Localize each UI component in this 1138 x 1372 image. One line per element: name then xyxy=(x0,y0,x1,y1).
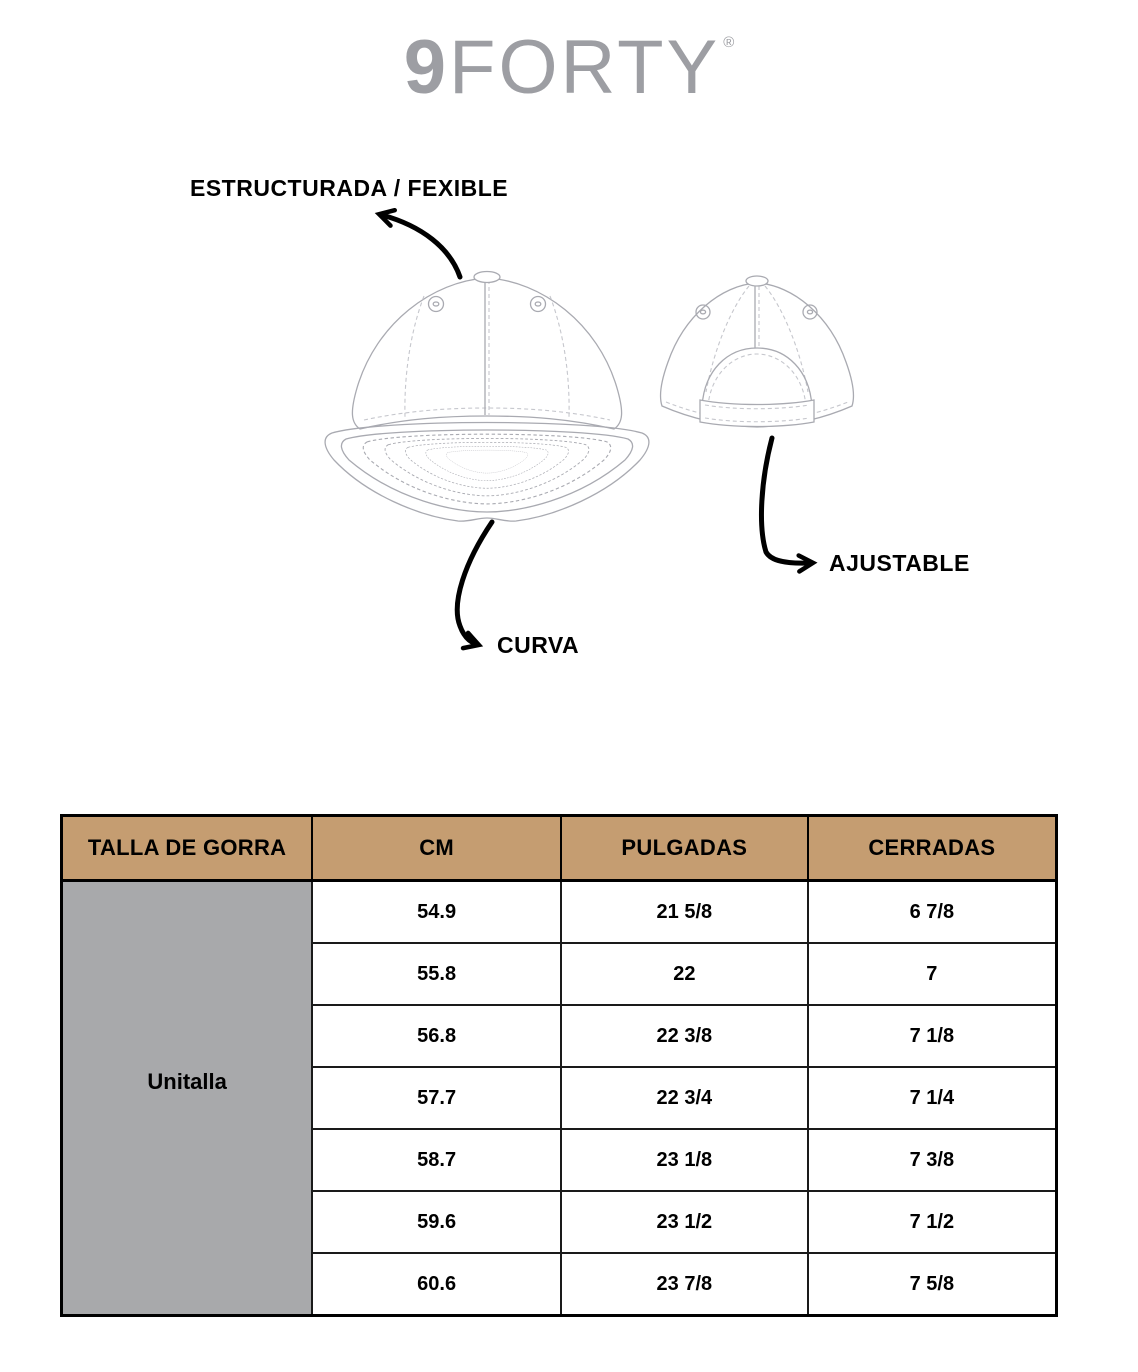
cerradas-value: 7 5/8 xyxy=(808,1253,1057,1316)
cap-top-button xyxy=(474,272,500,283)
col-header-pulgadas: PULGADAS xyxy=(561,816,808,881)
cerradas-value: 6 7/8 xyxy=(808,881,1057,944)
left-eyelet-icon xyxy=(429,297,444,312)
cm-value: 60.6 xyxy=(312,1253,561,1316)
back-left-eyelet-hole xyxy=(700,310,705,314)
size-label-cell: Unitalla xyxy=(62,881,313,1316)
ajustable-arrow-icon xyxy=(761,438,810,563)
cerradas-value: 7 3/8 xyxy=(808,1129,1057,1191)
cap-right-panel-seam xyxy=(550,296,569,417)
back-right-eyelet-hole xyxy=(807,310,812,314)
cap-band-stitch xyxy=(364,408,610,420)
col-header-cerradas: CERRADAS xyxy=(808,816,1057,881)
cm-value: 56.8 xyxy=(312,1005,561,1067)
brim-stitch-5 xyxy=(446,450,528,473)
cm-value: 57.7 xyxy=(312,1067,561,1129)
size-table xyxy=(60,814,1058,1317)
right-eyelet-icon xyxy=(531,297,546,312)
left-eyelet-hole xyxy=(433,302,439,306)
cap-back-right-seam xyxy=(765,286,808,392)
label-curva: CURVA xyxy=(497,632,580,658)
brand-logo xyxy=(0,25,1138,110)
cerradas-value: 7 1/8 xyxy=(808,1005,1057,1067)
logo-number: 9 xyxy=(403,25,450,110)
col-header-talla-de-gorra: TALLA DE GORRA xyxy=(62,816,313,881)
label-estructurada-fexible: ESTRUCTURADA / FEXIBLE xyxy=(190,175,509,201)
cm-value: 58.7 xyxy=(312,1129,561,1191)
cap-back-top-button xyxy=(746,276,768,286)
cap-back-drawing xyxy=(648,274,864,436)
cerradas-value: 7 1/2 xyxy=(808,1191,1057,1253)
brim-stitch-3 xyxy=(405,442,568,488)
table-header-row xyxy=(62,816,1057,881)
cap-front-drawing xyxy=(320,268,654,532)
cap-brim-outline xyxy=(325,423,649,522)
cap-crown-outline xyxy=(352,278,621,429)
pulgadas-value: 23 7/8 xyxy=(561,1253,808,1316)
cm-value: 55.8 xyxy=(312,943,561,1005)
table-row xyxy=(62,881,1057,944)
brim-stitch-4 xyxy=(426,446,548,480)
col-header-cm: CM xyxy=(312,816,561,881)
pulgadas-value: 22 3/8 xyxy=(561,1005,808,1067)
cm-value: 59.6 xyxy=(312,1191,561,1253)
pulgadas-value: 23 1/8 xyxy=(561,1129,808,1191)
curva-arrow-icon xyxy=(457,522,492,644)
pulgadas-value: 21 5/8 xyxy=(561,881,808,944)
cerradas-value: 7 xyxy=(808,943,1057,1005)
cm-value: 54.9 xyxy=(312,881,561,944)
pulgadas-value: 22 3/4 xyxy=(561,1067,808,1129)
pulgadas-value: 23 1/2 xyxy=(561,1191,808,1253)
back-opening-arch-stitch xyxy=(708,354,806,407)
brim-stitch-1 xyxy=(363,434,611,504)
brim-stitch-rows xyxy=(341,430,632,512)
pulgadas-value: 22 xyxy=(561,943,808,1005)
label-ajustable: AJUSTABLE xyxy=(829,550,970,576)
right-eyelet-hole xyxy=(535,302,541,306)
cerradas-value: 7 1/4 xyxy=(808,1067,1057,1129)
cap-left-panel-seam xyxy=(405,296,424,417)
logo-word: FORTY xyxy=(449,25,721,110)
back-opening-arch xyxy=(702,348,812,407)
adjustable-strap xyxy=(700,400,814,427)
brim-stitch-2 xyxy=(385,438,589,495)
cap-back-left-seam xyxy=(706,286,749,392)
registered-trademark-icon: ® xyxy=(723,34,735,51)
